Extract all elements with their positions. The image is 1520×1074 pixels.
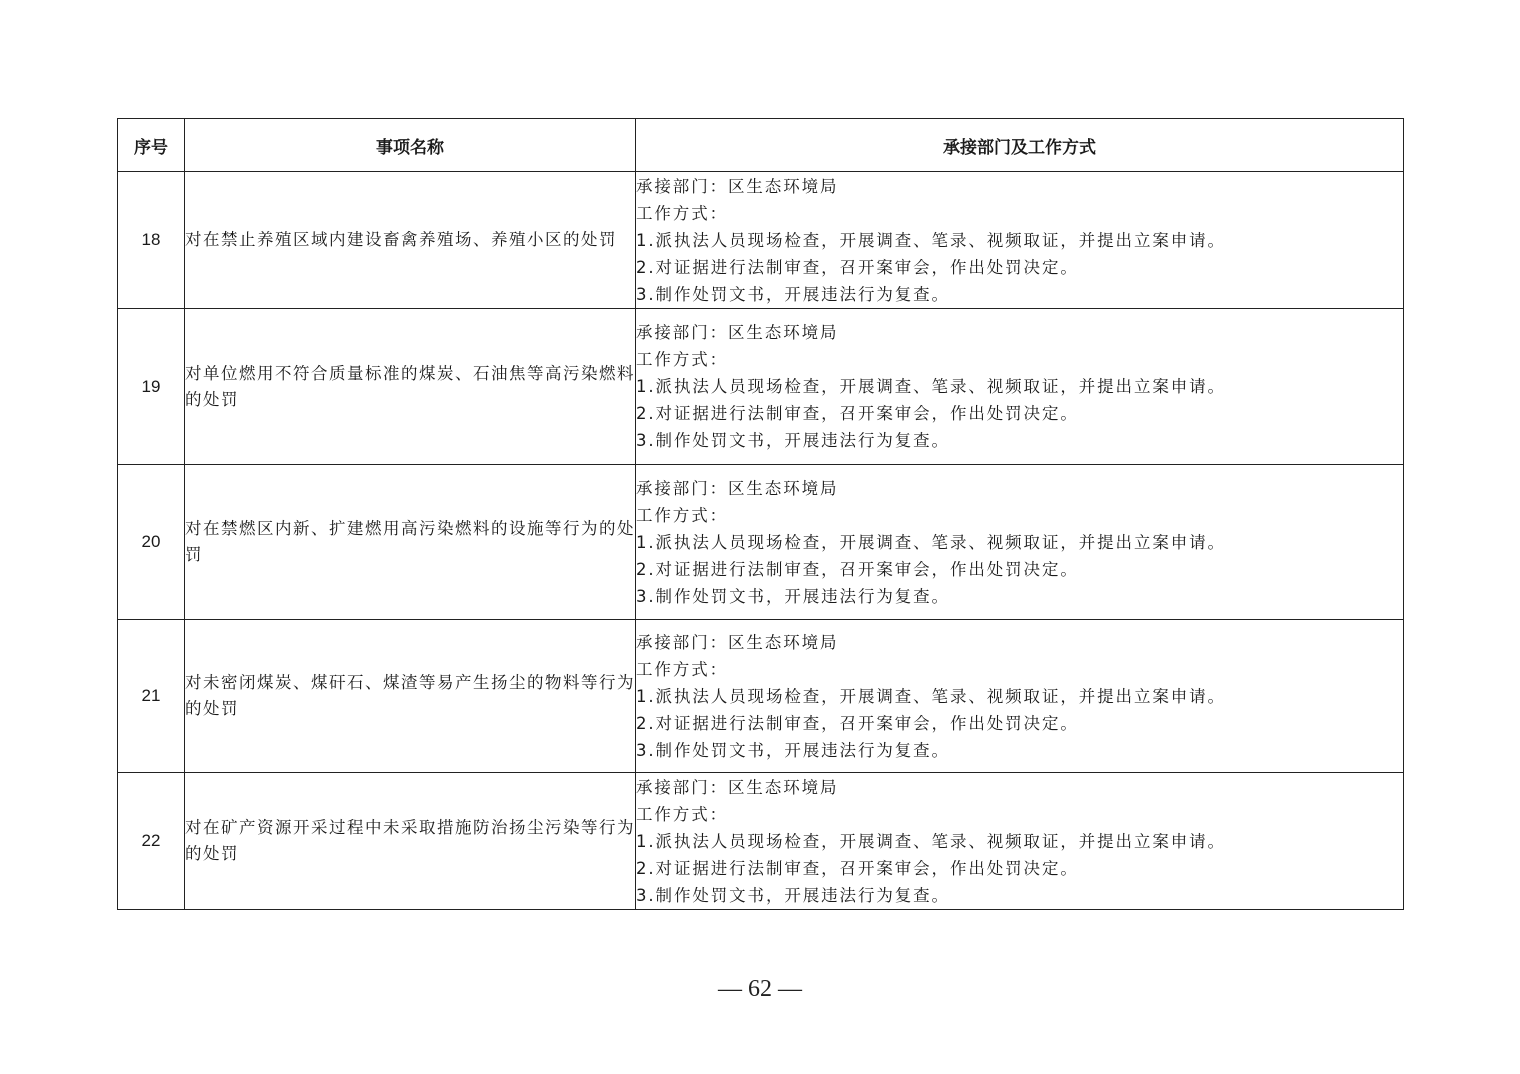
row-dept-method [636,465,1404,620]
dept-line-method-label: 工作方式： [636,659,728,679]
dept-line-step: 2.对证据进行法制审查，召开案审会，作出处罚决定。 [636,257,1079,277]
row-dept-method [636,172,1404,309]
header-seq: 序号 [118,119,185,172]
dept-line-step: 1.派执法人员现场检查，开展调查、笔录、视频取证，并提出立案申请。 [636,831,1226,851]
dept-line-step: 1.派执法人员现场检查，开展调查、笔录、视频取证，并提出立案申请。 [636,377,1226,396]
header-dept: 承接部门及工作方式 [636,119,1404,172]
dept-line-step: 1.派执法人员现场检查，开展调查、笔录、视频取证，并提出立案申请。 [636,230,1226,250]
dept-line-step: 3.制作处罚文书，开展违法行为复查。 [636,284,950,304]
header-name: 事项名称 [185,119,636,172]
row-dept-method [636,309,1404,465]
dept-line-step: 2.对证据进行法制审查，召开案审会，作出处罚决定。 [636,404,1079,423]
row-item-name: 对在矿产资源开采过程中未采取措施防治扬尘污染等行为的处罚 [185,773,636,910]
page-number: — 62 — [718,976,802,1002]
table-body [118,172,1404,910]
table-row [118,172,1404,309]
table-row [118,465,1404,620]
dept-line-step: 3.制作处罚文书，开展违法行为复查。 [636,431,950,450]
row-item-name: 对单位燃用不符合质量标准的煤炭、石油焦等高污染燃料的处罚 [185,309,636,465]
table-row [118,309,1404,465]
row-seq: 19 [118,309,185,465]
table-header-row [118,119,1404,172]
dept-line-method-label: 工作方式： [636,203,728,223]
dept-line-method-label: 工作方式： [636,804,728,824]
row-seq: 20 [118,465,185,620]
dept-line-step: 1.派执法人员现场检查，开展调查、笔录、视频取证，并提出立案申请。 [636,686,1226,706]
dept-line-step: 3.制作处罚文书，开展违法行为复查。 [636,885,950,905]
dept-line-step: 2.对证据进行法制审查，召开案审会，作出处罚决定。 [636,559,1079,579]
dept-line-method-label: 工作方式： [636,350,728,369]
dept-line-department: 承接部门：区生态环境局 [636,323,839,342]
row-dept-method [636,620,1404,773]
row-item-name: 对在禁止养殖区域内建设畜禽养殖场、养殖小区的处罚 [185,172,636,309]
dept-line-method-label: 工作方式： [636,505,728,525]
row-seq: 22 [118,773,185,910]
row-dept-method [636,773,1404,910]
dept-line-step: 2.对证据进行法制审查，召开案审会，作出处罚决定。 [636,713,1079,733]
row-seq: 18 [118,172,185,309]
row-seq: 21 [118,620,185,773]
items-table [117,118,1404,910]
dept-line-step: 1.派执法人员现场检查，开展调查、笔录、视频取证，并提出立案申请。 [636,532,1226,552]
dept-line-step: 2.对证据进行法制审查，召开案审会，作出处罚决定。 [636,858,1079,878]
table-row [118,620,1404,773]
dept-line-step: 3.制作处罚文书，开展违法行为复查。 [636,586,950,606]
dept-line-department: 承接部门：区生态环境局 [636,632,839,652]
row-item-name: 对未密闭煤炭、煤矸石、煤渣等易产生扬尘的物料等行为的处罚 [185,620,636,773]
row-item-name: 对在禁燃区内新、扩建燃用高污染燃料的设施等行为的处罚 [185,465,636,620]
dept-line-department: 承接部门：区生态环境局 [636,478,839,498]
dept-line-department: 承接部门：区生态环境局 [636,777,839,797]
table-row [118,773,1404,910]
dept-line-step: 3.制作处罚文书，开展违法行为复查。 [636,740,950,760]
dept-line-department: 承接部门：区生态环境局 [636,176,839,196]
